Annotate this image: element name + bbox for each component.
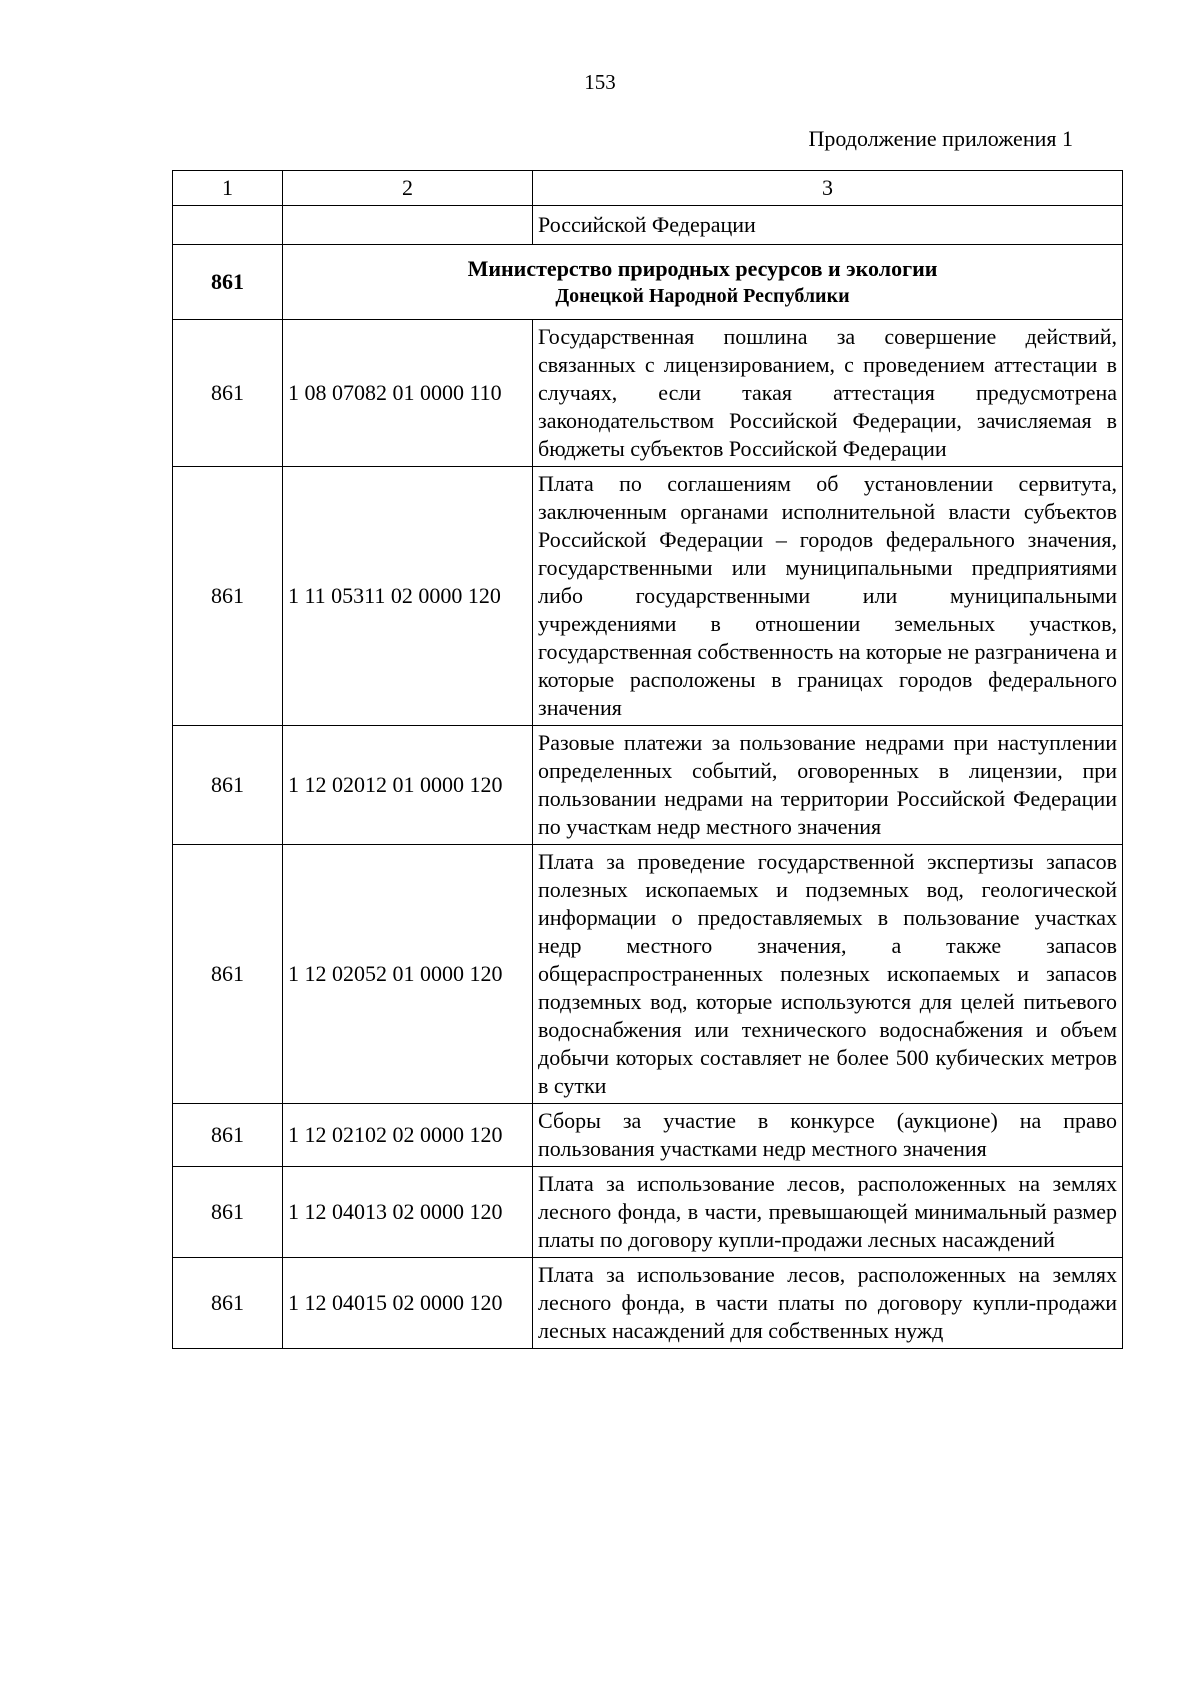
cell-description: Сборы за участие в конкурсе (аукционе) на право пользования участками недр местного значения <box>533 1104 1123 1167</box>
table-row <box>173 845 1123 1104</box>
table-row <box>173 467 1123 726</box>
cell-kbk: 1 08 07082 01 0000 110 <box>283 320 533 467</box>
cell-admin-code: 861 <box>173 1104 283 1167</box>
ministry-name <box>283 245 1123 320</box>
table-row <box>173 1167 1123 1258</box>
table-row <box>173 1104 1123 1167</box>
table-row <box>173 726 1123 845</box>
cell-description: Плата за использование лесов, расположенных на землях лесного фонда, в части платы по договору купли-продажи лесных насаждений для собственных нужд <box>533 1258 1123 1349</box>
column-number-2: 2 <box>283 171 533 206</box>
cell-kbk: 1 12 02052 01 0000 120 <box>283 845 533 1104</box>
continuation-row <box>173 206 1123 245</box>
cell-description: Разовые платежи за пользование недрами при наступлении определенных событий, оговоренных в лицензии, при пользовании недрами на территории Российской Федерации по участкам недр местного значения <box>533 726 1123 845</box>
cell-description: Государственная пошлина за совершение действий, связанных с лицензированием, с проведением аттестации в случаях, если такая аттестация предусмотрена законодательством Российской Федерации, зачисляемая в бюджеты субъектов Российской Федерации <box>533 320 1123 467</box>
ministry-name-line1: Министерство природных ресурсов и экологии <box>467 256 938 281</box>
page-number: 153 <box>584 70 616 94</box>
column-number-1: 1 <box>173 171 283 206</box>
cell-admin-code: 861 <box>173 1258 283 1349</box>
cell-admin-code: 861 <box>173 467 283 726</box>
cell-kbk: 1 12 04013 02 0000 120 <box>283 1167 533 1258</box>
table-header-row <box>173 171 1123 206</box>
cell-description: Плата по соглашениям об установлении сервитута, заключенным органами исполнительной власти субъектов Российской Федерации – городов федерального значения, государственными или муниципальными предприятиями либо государственными или муниципальными учреждениями в отношении земельных участков, государственная собственность на которые не разграничена и которые расположены в границах городов федерального значения <box>533 467 1123 726</box>
table-row <box>173 1258 1123 1349</box>
ministry-code: 861 <box>173 245 283 320</box>
cell-description: Плата за проведение государственной экспертизы запасов полезных ископаемых и подземных вод, геологической информации о предоставляемых в пользование участках недр местного значения, а также запасов общераспространенных полезных ископаемых и запасов подземных вод, которые используются для целей питьевого водоснабжения или технического водоснабжения и объем добычи которых составляет не более 500 кубических метров в сутки <box>533 845 1123 1104</box>
ministry-row <box>173 245 1123 320</box>
cell-description: Плата за использование лесов, расположенных на землях лесного фонда, в части, превышающей минимальный размер платы по договору купли-продажи лесных насаждений <box>533 1167 1123 1258</box>
column-number-3: 3 <box>533 171 1123 206</box>
cell-kbk: 1 11 05311 02 0000 120 <box>283 467 533 726</box>
revenue-codes-table <box>172 170 1123 1349</box>
cell-admin-code <box>173 206 283 245</box>
cell-kbk: 1 12 04015 02 0000 120 <box>283 1258 533 1349</box>
appendix-continuation-label: Продолжение приложения 1 <box>808 126 1073 151</box>
cell-admin-code: 861 <box>173 1167 283 1258</box>
cell-kbk: 1 12 02102 02 0000 120 <box>283 1104 533 1167</box>
cell-kbk: 1 12 02012 01 0000 120 <box>283 726 533 845</box>
cell-admin-code: 861 <box>173 726 283 845</box>
cell-admin-code: 861 <box>173 320 283 467</box>
cell-kbk <box>283 206 533 245</box>
cell-description: Российской Федерации <box>533 206 1123 245</box>
ministry-name-line2: Донецкой Народной Республики <box>555 285 850 307</box>
cell-admin-code: 861 <box>173 845 283 1104</box>
table-row <box>173 320 1123 467</box>
